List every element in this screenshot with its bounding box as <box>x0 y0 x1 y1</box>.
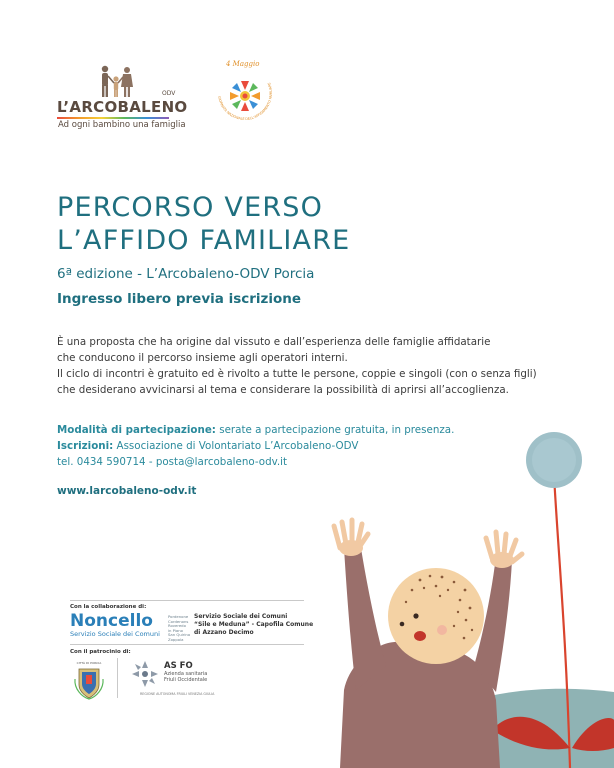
noncello-name: Noncello <box>70 611 153 631</box>
description-line: che desiderano avvicinarsi al tema e considerare la possibilità di aprirsi all’accoglienza. <box>57 384 509 396</box>
svg-text:CITTÀ DI PORCIA: CITTÀ DI PORCIA <box>76 661 102 665</box>
flower-star-icon <box>212 60 278 126</box>
asfo-logo <box>130 659 240 701</box>
asfo-arrows-icon <box>130 659 160 689</box>
porcia-crest-icon <box>70 659 108 701</box>
noncello-sub: Servizio Sociale dei Comuni <box>70 630 160 638</box>
rainbow-bar <box>57 117 169 119</box>
noncello-towns: Pordenone Cordenons Roveredo in Piano San Quirino Zoppola <box>168 614 191 642</box>
asfo-region: REGIONE AUTONOMA FRIULI VENEZIA GIULIA <box>140 692 215 696</box>
divider <box>117 658 118 698</box>
arcobaleno-tagline: Ad ogni bambino una famiglia <box>58 120 186 130</box>
description-line: che conducono il percorso insieme agli operatori interni. <box>57 352 348 364</box>
arcobaleno-logo <box>57 64 188 130</box>
description-line: Il ciclo di incontri è gratuito ed è rivolto a tutte le persone, coppie e singoli (con o senza figli) <box>57 368 537 380</box>
entry-subtitle: Ingresso libero previa iscrizione <box>57 291 302 307</box>
iscrizioni-value: Associazione di Volontariato L’Arcobaleno-ODV <box>113 440 359 452</box>
description-text <box>57 334 577 398</box>
iscrizioni-label: Iscrizioni: <box>57 440 114 452</box>
maggio-date: 4 Maggio <box>226 60 260 68</box>
giornata-affido-logo <box>212 60 278 126</box>
arcobaleno-brand: L’ARCOBALENO <box>57 98 188 116</box>
child-with-flower-illustration <box>320 430 614 768</box>
patrocinio-label: Con il patrocinio di: <box>70 649 131 655</box>
modalita-label: Modalità di partecipazione: <box>57 424 216 436</box>
noncello-logo <box>70 611 191 642</box>
asfo-name: AS FO <box>164 661 193 671</box>
main-title <box>57 191 350 257</box>
maggio-ring-text: GIORNATA NAZIONALE DELL'AFFIDAMENTO FAMILIARE <box>217 81 274 122</box>
title-line-2: L’AFFIDO FAMILIARE <box>57 225 351 256</box>
divider <box>70 644 304 645</box>
divider <box>70 600 304 601</box>
ssc-sile-meduna: Servizio Sociale dei Comuni “Sile e Meduna” - Capofila Comune di Azzano Decimo <box>194 613 314 636</box>
edition-subtitle: 6ª edizione - L’Arcobaleno-ODV Porcia <box>57 266 315 282</box>
description-line: È una proposta che ha origine dal vissuto e dall’esperienza delle famiglie affidatarie <box>57 336 491 348</box>
website-link[interactable]: www.larcobaleno-odv.it <box>57 485 197 497</box>
arcobaleno-odv: ODV <box>162 90 176 97</box>
collab-label: Con la collaborazione di: <box>70 604 147 610</box>
asfo-subtitle: Azienda sanitaria Friuli Occidentale <box>164 671 208 683</box>
family-icon <box>95 64 139 98</box>
modalita-value: serate a partecipazione gratuita, in presenza. <box>215 424 455 436</box>
title-line-1: PERCORSO VERSO <box>57 192 324 223</box>
contact-line[interactable]: tel. 0434 590714 - posta@larcobaleno-odv.it <box>57 456 288 468</box>
